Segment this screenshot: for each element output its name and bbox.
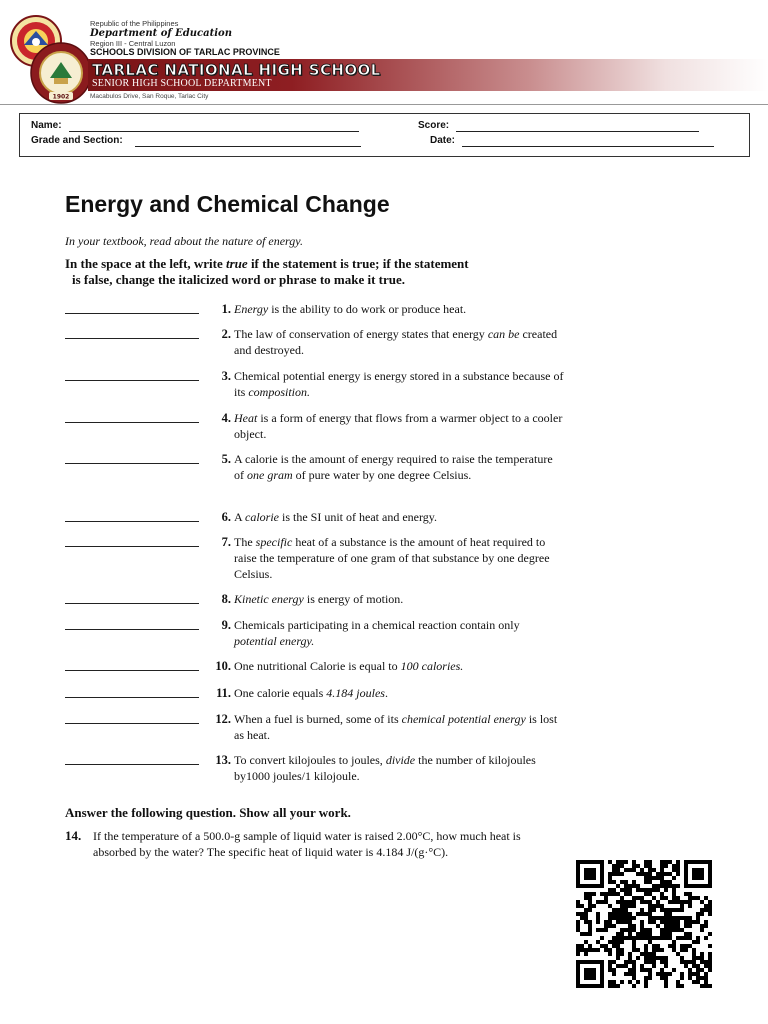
italic-phrase: 100 calories. [400,659,464,673]
instructions-part1: In the space at the left, write [65,256,227,271]
statement-text: Chemicals participating in a chemical reaction contain only [234,618,520,632]
italic-phrase: specific [255,535,293,549]
answer-heading: Answer the following question. Show all your work. [65,805,351,820]
answer-blank[interactable] [65,422,199,423]
question-text [234,617,564,649]
score-field[interactable] [456,131,699,132]
school-banner [88,59,768,91]
question-number: 13. [215,753,231,767]
grade-section-field[interactable] [135,146,361,147]
school-seal-icon [30,42,92,104]
grade-section-label: Grade and Section: [31,135,123,146]
statement-text: of pure water by one degree Celsius. [292,468,472,482]
statement-text: is energy of motion. [303,592,404,606]
header-divider [0,104,768,105]
answer-blank[interactable] [65,546,199,547]
statement-text: A calorie is the amount of energy required to raise the temperature of [234,452,553,482]
intro-text: In your textbook, read about the nature of energy. [65,234,303,248]
answer-blank[interactable] [65,521,199,522]
government-lines [90,20,280,57]
italic-phrase: composition. [248,385,311,399]
italic-phrase: chemical potential energy [401,712,526,726]
question-text [234,711,564,743]
instructions-part2: if the statement is true; if the statement [247,256,469,271]
division-text: SCHOOLS DIVISION OF TARLAC PROVINCE [90,47,280,57]
question-number: 5. [221,452,231,466]
name-label: Name: [31,120,62,131]
name-field[interactable] [69,131,359,132]
question-text [234,509,564,525]
question-number: 3. [221,369,231,383]
date-field[interactable] [462,146,714,147]
statement-text: When a fuel is burned, some of its [234,712,402,726]
question-14-text: If the temperature of a 500.0-g sample of liquid water is raised 2.00°C, how much heat is absorbed by the water? The specific heat of liquid water is 4.184 J/(g·°C). [93,829,521,859]
statement-text: is the SI unit of heat and energy. [279,510,437,524]
page-title: Energy and Chemical Change [65,191,390,217]
statement-text: is the ability to do work or produce heat. [268,302,467,316]
question-text [234,685,564,701]
answer-blank[interactable] [65,603,199,604]
answer-blank[interactable] [65,338,199,339]
question-number: 9. [221,618,231,632]
question-number: 10. [215,659,231,673]
question-text [234,534,564,582]
answer-blank[interactable] [65,463,199,464]
question-text [234,301,564,317]
school-name: TARLAC NATIONAL HIGH SCHOOL [92,61,381,79]
question-number: 11. [216,686,231,700]
instructions-line2: is false, change the italicized word or phrase to make it true. [72,272,406,287]
instructions [65,256,565,288]
question-number: 1. [221,302,231,316]
question-text [234,658,564,674]
instructions-true-word: true [226,256,248,271]
question-text [234,752,564,784]
statement-text: The law of conservation of energy states that energy [234,327,488,341]
question-text [234,451,564,483]
answer-blank[interactable] [65,629,199,630]
question-text [234,368,564,400]
question-number: 4. [221,411,231,425]
statement-text: A [234,510,246,524]
answer-blank[interactable] [65,723,199,724]
deped-text: Department of Education [90,27,232,39]
question-text [234,326,564,358]
answer-blank[interactable] [65,764,199,765]
student-info-box [19,113,750,157]
italic-phrase: calorie [245,510,280,524]
department-name: SENIOR HIGH SCHOOL DEPARTMENT [92,78,272,89]
italic-phrase: Energy [234,302,269,316]
question-number: 6. [221,510,231,524]
region-text: Region III - Central Luzon [90,38,176,48]
statement-text: the number of kilojoules by1000 joules/1 kilojoule. [234,753,536,783]
answer-blank[interactable] [65,313,199,314]
qr-code-icon [576,860,712,988]
question-text [234,410,564,442]
statement-text: The [234,535,256,549]
italic-phrase: 4.184 joules [326,686,385,700]
statement-text: One nutritional Calorie is equal to [234,659,401,673]
score-label: Score: [418,120,450,131]
statement-text: is a form of energy that flows from a warmer object to a cooler object. [234,411,563,441]
answer-blank[interactable] [65,380,199,381]
statement-text: Chemical potential energy is energy stored in a substance because of its [234,369,564,399]
answer-blank[interactable] [65,697,199,698]
statement-text: heat of a substance is the amount of heat required to raise the temperature of one gram of that substance by one degree Celsius. [234,535,550,581]
statement-text: . [384,686,388,700]
statement-text: To convert kilojoules to joules, [234,753,386,767]
italic-phrase: one gram [247,468,293,482]
seal-year: 1902 [52,93,70,101]
date-label: Date: [430,135,456,146]
question-number: 2. [221,327,231,341]
statement-text: is lost as heat. [234,712,558,742]
question-number: 12. [215,712,231,726]
statement-text: created and destroyed. [234,327,558,357]
italic-phrase: potential energy. [234,634,315,648]
italic-phrase: Heat [234,411,258,425]
question-text [234,591,564,607]
question-14-number: 14. [65,828,82,843]
italic-phrase: divide [385,753,416,767]
school-address: Macabulos Drive, San Roque, Tarlac City [90,93,209,100]
italic-phrase: can be [487,327,520,341]
answer-blank[interactable] [65,670,199,671]
question-number: 7. [221,535,231,549]
statement-text: One calorie equals [234,686,327,700]
republic-text: Republic of the Philippines [90,19,179,28]
italic-phrase: Kinetic energy [234,592,304,606]
question-number: 8. [221,592,231,606]
